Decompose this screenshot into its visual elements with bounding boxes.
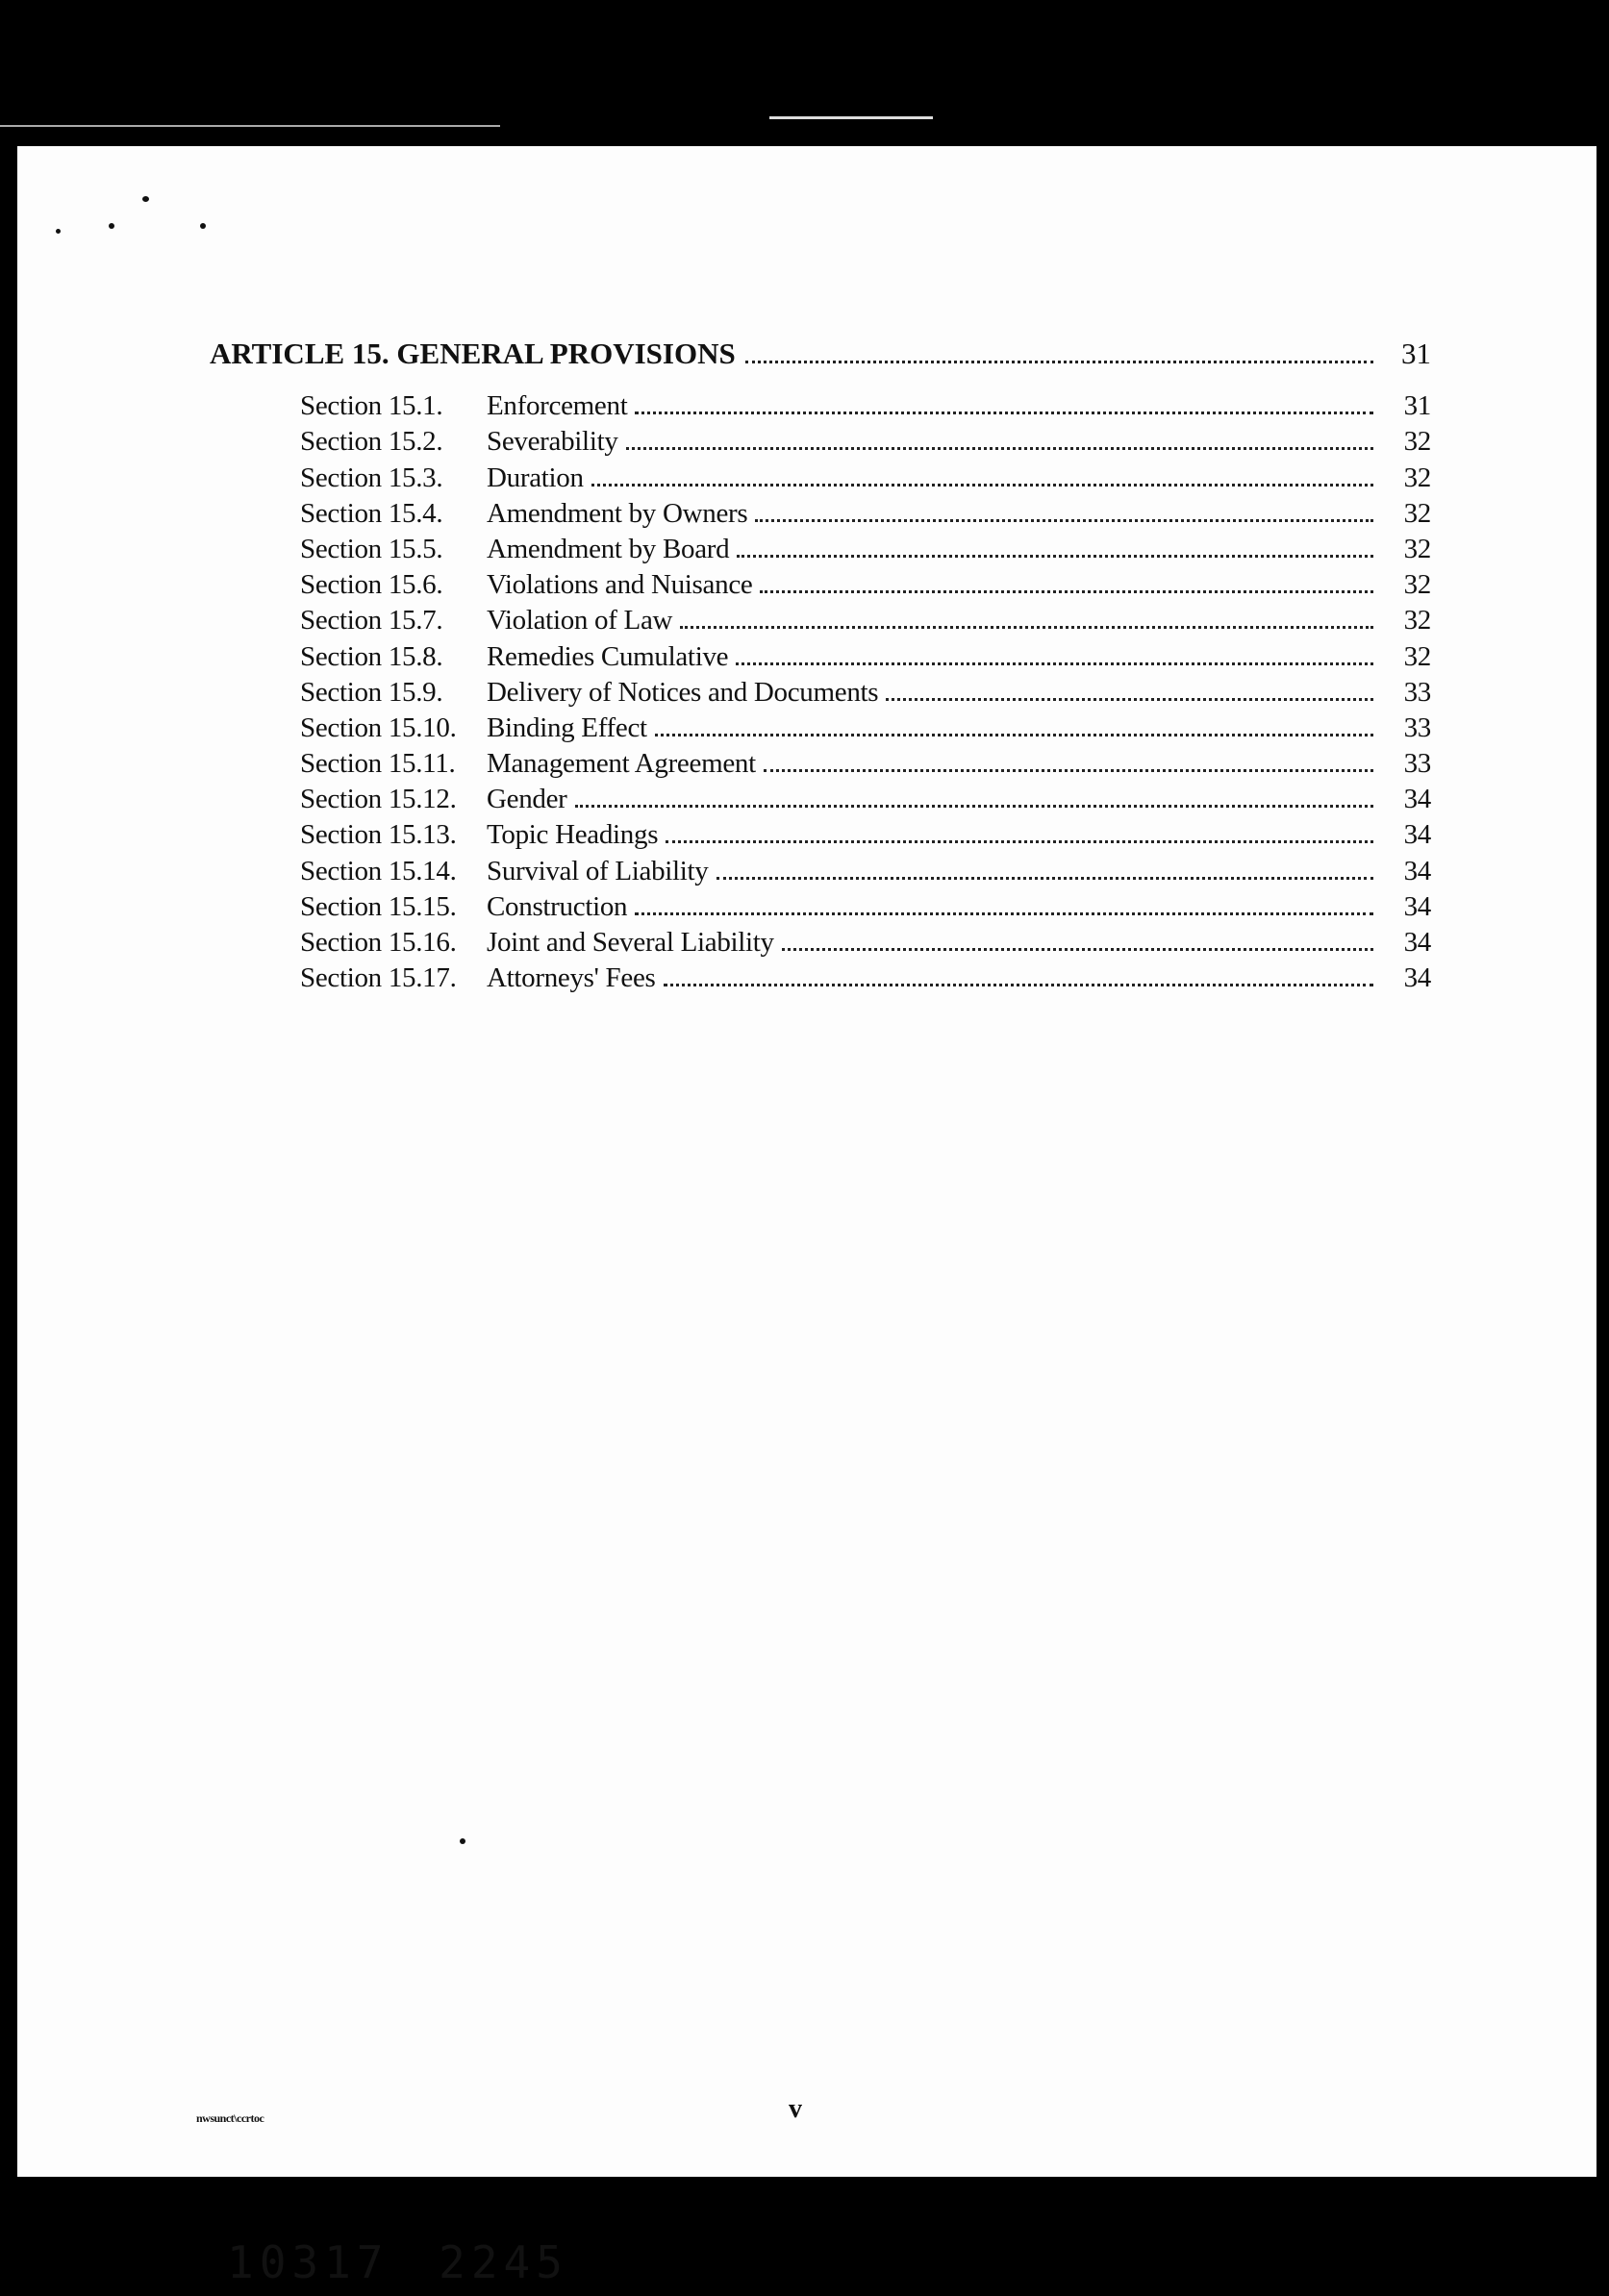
- section-number: Section 15.10.: [300, 711, 457, 743]
- dot-leader: [717, 876, 1373, 880]
- toc-section-row[interactable]: [300, 673, 1431, 709]
- toc-section-row[interactable]: [300, 422, 1431, 458]
- scan-speck: [142, 196, 149, 202]
- article-heading-row[interactable]: [210, 327, 1431, 371]
- scan-artifact-line: [769, 116, 933, 119]
- section-title: Construction: [487, 890, 628, 922]
- file-code: nwsunct\ccrtoc: [196, 2111, 264, 2125]
- section-title: Violation of Law: [487, 605, 673, 636]
- scan-speck: [200, 223, 206, 229]
- dot-leader: [782, 947, 1373, 951]
- dot-leader: [745, 360, 1373, 363]
- section-number: Section 15.16.: [300, 927, 457, 958]
- table-of-contents: [210, 327, 1431, 994]
- dot-leader: [635, 911, 1373, 915]
- toc-section-row[interactable]: [300, 601, 1431, 636]
- article-title: ARTICLE 15. GENERAL PROVISIONS: [210, 337, 736, 370]
- dot-leader: [666, 839, 1373, 843]
- document-page: [17, 146, 1596, 2288]
- section-title: Severability: [487, 426, 618, 458]
- section-title: Violations and Nuisance: [487, 569, 753, 601]
- dot-leader: [886, 697, 1373, 701]
- dot-leader: [626, 446, 1373, 450]
- scan-speck: [56, 229, 61, 234]
- article-page-number: 31: [1401, 337, 1431, 370]
- section-page-number: 32: [1403, 533, 1431, 564]
- dot-leader: [736, 661, 1373, 665]
- section-title: Gender: [487, 784, 567, 815]
- section-title: Binding Effect: [487, 711, 647, 743]
- section-title: Remedies Cumulative: [487, 640, 729, 672]
- section-page-number: 34: [1403, 890, 1431, 922]
- dot-leader: [760, 589, 1373, 593]
- section-list: [210, 387, 1431, 994]
- section-number: Section 15.7.: [300, 605, 443, 636]
- toc-section-row[interactable]: [300, 565, 1431, 601]
- toc-section-row[interactable]: [300, 530, 1431, 565]
- section-page-number: 32: [1403, 640, 1431, 672]
- section-title: Topic Headings: [487, 819, 659, 851]
- section-number: Section 15.12.: [300, 784, 457, 815]
- section-number: Section 15.5.: [300, 533, 443, 564]
- section-page-number: 32: [1403, 569, 1431, 601]
- dot-leader: [655, 733, 1373, 736]
- dot-leader: [591, 483, 1373, 487]
- dot-leader: [680, 625, 1373, 629]
- toc-section-row[interactable]: [300, 387, 1431, 422]
- section-number: Section 15.13.: [300, 819, 457, 851]
- section-page-number: 32: [1403, 497, 1431, 529]
- dot-leader: [635, 411, 1373, 414]
- toc-section-row[interactable]: [300, 851, 1431, 886]
- dot-leader: [764, 768, 1373, 772]
- dot-leader: [737, 554, 1373, 558]
- section-number: Section 15.3.: [300, 462, 443, 493]
- toc-section-row[interactable]: [300, 923, 1431, 959]
- section-number: Section 15.14.: [300, 855, 457, 886]
- section-title: Duration: [487, 462, 584, 493]
- section-page-number: 31: [1403, 390, 1431, 422]
- toc-section-row[interactable]: [300, 636, 1431, 672]
- section-number: Section 15.17.: [300, 962, 457, 994]
- section-number: Section 15.1.: [300, 390, 443, 422]
- toc-section-row[interactable]: [300, 744, 1431, 780]
- section-title: Delivery of Notices and Documents: [487, 676, 879, 708]
- dot-leader: [755, 518, 1373, 522]
- section-number: Section 15.15.: [300, 890, 457, 922]
- roman-page-number: v: [789, 2094, 802, 2124]
- toc-section-row[interactable]: [300, 887, 1431, 923]
- section-title: Attorneys' Fees: [487, 962, 656, 994]
- dot-leader: [575, 804, 1373, 808]
- section-page-number: 34: [1403, 962, 1431, 994]
- section-number: Section 15.4.: [300, 497, 443, 529]
- section-number: Section 15.9.: [300, 676, 443, 708]
- toc-section-row[interactable]: [300, 458, 1431, 493]
- section-page-number: 33: [1403, 711, 1431, 743]
- section-title: Management Agreement: [487, 748, 756, 780]
- section-number: Section 15.2.: [300, 426, 443, 458]
- section-page-number: 32: [1403, 605, 1431, 636]
- section-page-number: 32: [1403, 426, 1431, 458]
- dot-leader: [664, 983, 1373, 986]
- toc-section-row[interactable]: [300, 959, 1431, 994]
- section-page-number: 33: [1403, 748, 1431, 780]
- section-number: Section 15.11.: [300, 748, 456, 780]
- toc-section-row[interactable]: [300, 780, 1431, 815]
- document-number: 10317 2245: [227, 2236, 568, 2288]
- section-title: Survival of Liability: [487, 855, 709, 886]
- section-number: Section 15.6.: [300, 569, 443, 601]
- toc-section-row[interactable]: [300, 709, 1431, 744]
- section-page-number: 34: [1403, 819, 1431, 851]
- section-number: Section 15.8.: [300, 640, 443, 672]
- section-page-number: 34: [1403, 855, 1431, 886]
- section-title: Amendment by Board: [487, 533, 730, 564]
- section-title: Joint and Several Liability: [487, 927, 774, 958]
- toc-section-row[interactable]: [300, 815, 1431, 851]
- section-page-number: 34: [1403, 784, 1431, 815]
- section-title: Amendment by Owners: [487, 497, 748, 529]
- section-page-number: 32: [1403, 462, 1431, 493]
- section-page-number: 33: [1403, 676, 1431, 708]
- section-page-number: 34: [1403, 927, 1431, 958]
- scan-speck: [109, 223, 114, 229]
- scan-speck: [460, 1838, 465, 1844]
- section-title: Enforcement: [487, 390, 628, 422]
- scan-artifact-line: [0, 125, 500, 127]
- toc-section-row[interactable]: [300, 494, 1431, 530]
